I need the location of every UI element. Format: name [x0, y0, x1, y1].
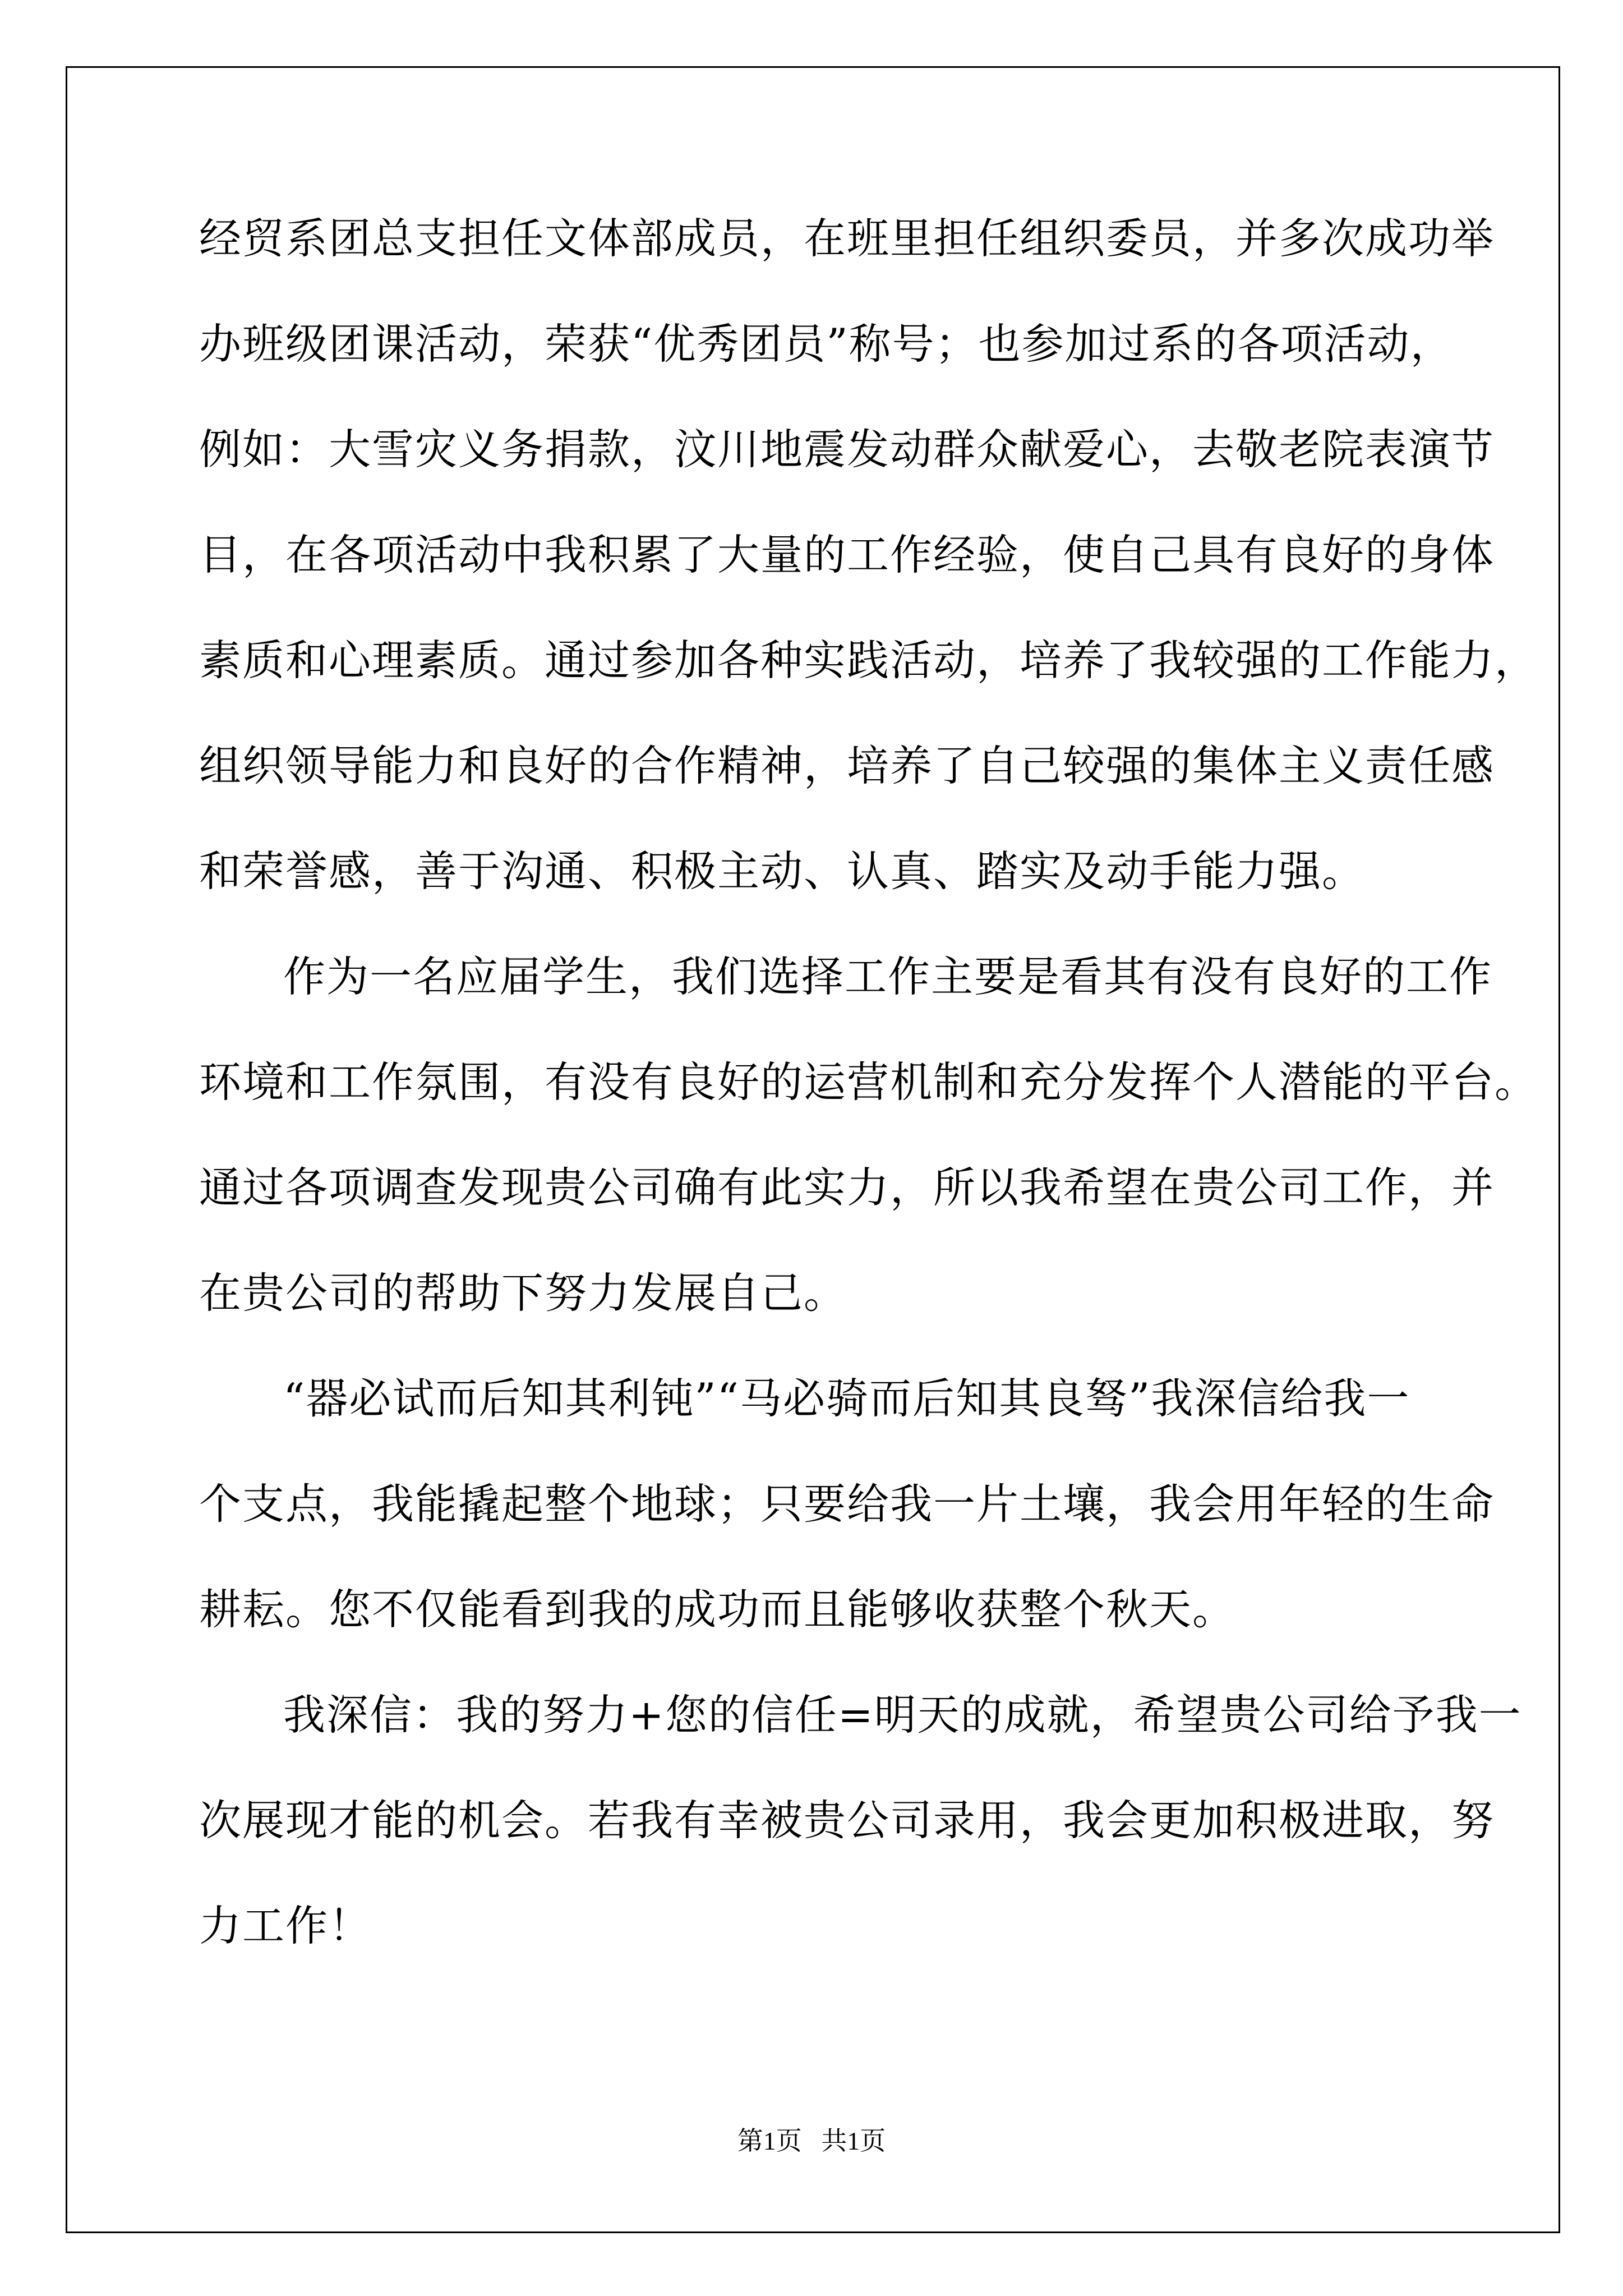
paragraph-first-line: 我深信：我的努力+您的信任=明天的成就，希望贵公司给予我一: [283, 1690, 1522, 1740]
text-line: 个支点，我能撬起整个地球；只要给我一片土壤，我会用年轻的生命: [199, 1479, 1495, 1529]
document-body: [199, 202, 1538, 1995]
text-line: 次展现才能的机会。若我有幸被贵公司录用，我会更加积极进取，努: [199, 1796, 1495, 1845]
paragraph-first-line: “器必试而后知其利钝”“马必骑而后知其良驽”我深信给我一: [283, 1374, 1410, 1423]
text-line: 耕耘。您不仅能看到我的成功而且能够收获整个秋天。: [199, 1585, 1236, 1634]
text-line: 例如：大雪灾义务捐款，汶川地震发动群众献爱心，去敬老院表演节: [199, 425, 1495, 474]
text-line: 通过各项调查发现贵公司确有此实力，所以我希望在贵公司工作，并: [199, 1163, 1495, 1212]
text-line: 力工作！: [199, 1901, 372, 1950]
text-line: 经贸系团总支担任文体部成员，在班里担任组织委员，并多次成功举: [199, 214, 1495, 263]
text-line: 素质和心理素质。通过参加各种实践活动，培养了我较强的工作能力，: [199, 636, 1538, 685]
text-line: 和荣誉感，善于沟通、积极主动、认真、踏实及动手能力强。: [199, 846, 1366, 896]
text-line: 在贵公司的帮助下努力发展自己。: [199, 1268, 847, 1318]
text-line: 目，在各项活动中我积累了大量的工作经验，使自己具有良好的身体: [199, 530, 1495, 579]
page-footer: 第1页 共1页: [737, 2127, 886, 2155]
text-line: 环境和工作氛围，有没有良好的运营机制和充分发挥个人潜能的平台。: [199, 1057, 1538, 1107]
text-line: 办班级团课活动，荣获“优秀团员”称号；也参加过系的各项活动，: [199, 319, 1454, 369]
paragraph-first-line: 作为一名应届学生，我们选择工作主要是看其有没有良好的工作: [283, 952, 1493, 1001]
text-line: 组织领导能力和良好的合作精神，培养了自己较强的集体主义责任感: [199, 741, 1495, 790]
